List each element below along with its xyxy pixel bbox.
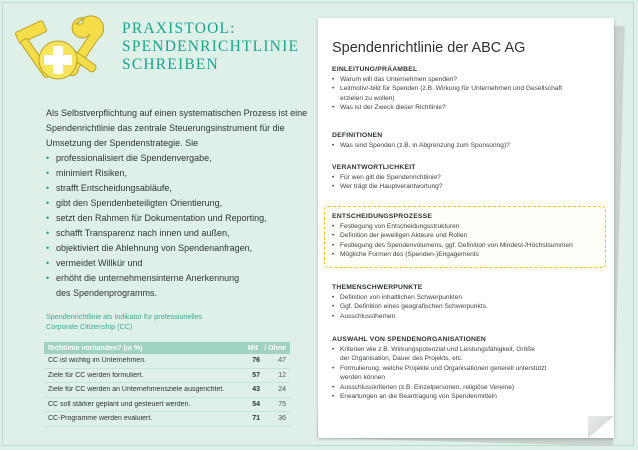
benefit-item: • strafft Entscheidungsabläufe, (46, 181, 311, 196)
list-item: • Leitmotiv/-bild für Spenden (z.B. Wirkung für Unternehmen und Gesellschaft erzielen zu wollen) (332, 84, 602, 103)
intro-text (46, 106, 311, 301)
benefit-list (46, 151, 311, 301)
heading-line-1: PRAXISTOOL: (122, 20, 236, 37)
list-item: • Kriterien wie z.B. Wirkungspotenzial und Leistungsfähigkeit, Größe der Organisation, Dauer des Projekts, etc. (332, 345, 602, 364)
section-responsibility (332, 164, 602, 192)
section-heading: ENTSCHEIDUNGSPROZESSE (332, 213, 433, 220)
section-heading: VERANTWORTLICHKEIT (332, 164, 416, 171)
list-item: • Festlegung des Spendenvolumens, ggf. Definition von Mindest-/Höchstsummen (332, 241, 602, 250)
benefit-item: • setzt den Rahmen für Dokumentation und Reporting, (46, 211, 311, 226)
table-caption (46, 312, 306, 332)
benefit-item: • minimiert Risiken, (46, 166, 311, 181)
table-row: CC-Programme werden evaluiert. 71 36 (44, 412, 290, 427)
survey-table-header (44, 342, 290, 354)
list-item: • Formulierung, welche Projekte und Organisationen generell unterstützt werden können (332, 364, 602, 383)
section-heading: AUSWAHL VON SPENDENORGANISATIONEN (332, 336, 487, 343)
section-heading: THEMENSCHWERPUNKTE (332, 284, 423, 291)
section-heading: DEFINITIONEN (332, 132, 383, 139)
list-item: • Was sind Spenden (z.B. in Abgrenzung zum Sponsoring)? (332, 141, 602, 150)
table-row: CC soll stärker geplant und gesteuert werden. 54 75 (44, 398, 290, 413)
section-definitions (332, 132, 602, 150)
list-item: • Festlegung von Entscheidungsstrukturen (332, 222, 602, 231)
section-organisation-selection (332, 336, 602, 401)
benefit-item: • vermeidet Willkür und (46, 256, 311, 271)
list-item: • Mögliche Formen des (Spenden-)Engagements (332, 250, 602, 259)
header-ohne: / Ohne (264, 344, 286, 352)
section-preamble (332, 66, 602, 113)
section-decision-processes (332, 213, 602, 260)
list-item: • Was ist der Zweck dieser Richtlinie? (332, 103, 602, 112)
header-label: Richtlinie vorhanden? (in %) (48, 344, 143, 352)
section-focus-topics (332, 284, 602, 321)
document-title: Spendenrichtlinie der ABC AG (332, 40, 526, 56)
list-item: • Erwartungen an die Beantragung von Spendenmitteln (332, 392, 602, 401)
table-row: Ziele für CC werden formuliert. 57 12 (44, 369, 290, 384)
table-row: Ziele für CC werden an Unternehmensziele ausgerichtet. 43 24 (44, 383, 290, 398)
benefit-item: • erhöht die unternehmensinterne Anerkennung des Spendenprogramms. (46, 271, 311, 301)
list-item: • Ausschlusskriterien (z.B. Einzelpersonen, religiöse Vereine) (332, 383, 602, 392)
list-item: • Ausschlussthemen (332, 312, 602, 321)
policy-document (318, 18, 614, 438)
heading-line-2: SPENDENRICHTLINIE (122, 38, 300, 55)
list-item: • Ggf. Definition eines geografischen Schwerpunkts. (332, 302, 602, 311)
survey-table (44, 342, 290, 427)
list-item: • Für wen gilt die Spendenrichtlinie? (332, 173, 602, 182)
caption-line-2: Corporate Citizenship (CC) (46, 322, 133, 331)
table-row: CC ist wichtig im Unternehmen. 76 47 (44, 354, 290, 369)
page-curl (588, 416, 614, 438)
tool-heading (122, 20, 312, 74)
benefit-item: • objektiviert die Ablehnung von Spendenanfragen, (46, 241, 311, 256)
list-item: • Wer trägt die Hauptverantwortung? (332, 182, 602, 191)
section-heading: EINLEITUNG/PRÄAMBEL (332, 66, 418, 73)
list-item: • Warum will das Unternehmen spenden? (332, 75, 602, 84)
heading-line-3: SCHREIBEN (122, 56, 219, 73)
header-mit: Mit (247, 344, 258, 352)
benefit-item: • gibt den Spendenbeteiligten Orientierung, (46, 196, 311, 211)
intro-paragraph: Als Selbstverpflichtung auf einen systematischen Prozess ist eine Spendenrichtlinie das zentrale Steuerungsinstrument für die Umsetzung der Spendenstrategie. Sie (46, 108, 308, 148)
list-item: • Definition von inhaltlichen Schwerpunkten (332, 293, 602, 302)
benefit-item: • professionalisiert die Spendenvergabe, (46, 151, 311, 166)
list-item: • Definition der jeweiligen Akteure und Rollen (332, 231, 602, 240)
benefit-item: • schafft Transparenz nach innen und außen, (46, 226, 311, 241)
tools-plus-icon (6, 8, 116, 103)
caption-line-1: Spendenrichtlinie als Indikator für professionelles (46, 312, 203, 321)
